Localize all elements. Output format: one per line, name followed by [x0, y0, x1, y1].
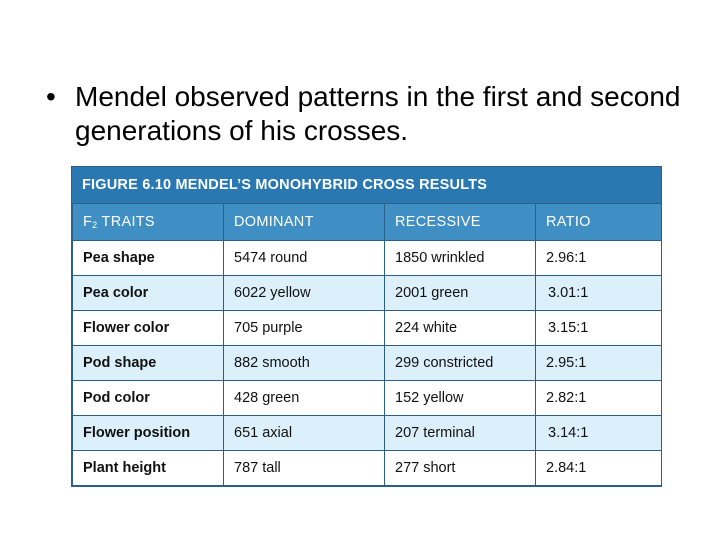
bullet-text: Mendel observed patterns in the first and second generations of his crosses. — [75, 81, 681, 146]
trait-cell: Pod color — [73, 381, 224, 416]
results-table — [72, 203, 662, 486]
dominant-cell: 705 purple — [224, 311, 385, 346]
trait-cell: Pod shape — [73, 346, 224, 381]
dominant-cell: 651 axial — [224, 416, 385, 451]
trait-cell: Pea color — [73, 276, 224, 311]
trait-cell: Flower color — [73, 311, 224, 346]
trait-cell: Flower position — [73, 416, 224, 451]
bullet-marker: • — [46, 81, 56, 112]
recessive-cell: 2001 green — [385, 276, 536, 311]
table-row — [73, 311, 662, 346]
dominant-cell: 5474 round — [224, 241, 385, 276]
ratio-cell: 2.95:1 — [536, 346, 662, 381]
ratio-cell: 3.15:1 — [536, 311, 662, 346]
ratio-cell: 3.14:1 — [536, 416, 662, 451]
table-row — [73, 346, 662, 381]
ratio-cell: 2.82:1 — [536, 381, 662, 416]
dominant-cell: 6022 yellow — [224, 276, 385, 311]
ratio-cell: 2.96:1 — [536, 241, 662, 276]
recessive-cell: 224 white — [385, 311, 536, 346]
header-traits — [73, 204, 224, 241]
header-recessive: RECESSIVE — [385, 204, 536, 241]
header-traits-f: F — [83, 214, 93, 230]
table-row — [73, 276, 662, 311]
ratio-cell: 3.01:1 — [536, 276, 662, 311]
header-ratio: RATIO — [536, 204, 662, 241]
figure-title: FIGURE 6.10 MENDEL’S MONOHYBRID CROSS RESULTS — [72, 167, 661, 203]
header-dominant: DOMINANT — [224, 204, 385, 241]
recessive-cell: 299 constricted — [385, 346, 536, 381]
recessive-cell: 207 terminal — [385, 416, 536, 451]
table-header-row — [73, 204, 662, 241]
dominant-cell: 882 smooth — [224, 346, 385, 381]
trait-cell: Plant height — [73, 451, 224, 486]
table-row — [73, 241, 662, 276]
recessive-cell: 1850 wrinkled — [385, 241, 536, 276]
dominant-cell: 787 tall — [224, 451, 385, 486]
table-row — [73, 451, 662, 486]
dominant-cell: 428 green — [224, 381, 385, 416]
recessive-cell: 152 yellow — [385, 381, 536, 416]
table-row — [73, 381, 662, 416]
header-traits-label: TRAITS — [97, 214, 155, 230]
trait-cell: Pea shape — [73, 241, 224, 276]
bullet-point — [46, 80, 686, 148]
ratio-cell: 2.84:1 — [536, 451, 662, 486]
recessive-cell: 277 short — [385, 451, 536, 486]
figure-table — [71, 166, 662, 487]
table-row — [73, 416, 662, 451]
header-traits-subscript: 2 — [92, 220, 98, 230]
